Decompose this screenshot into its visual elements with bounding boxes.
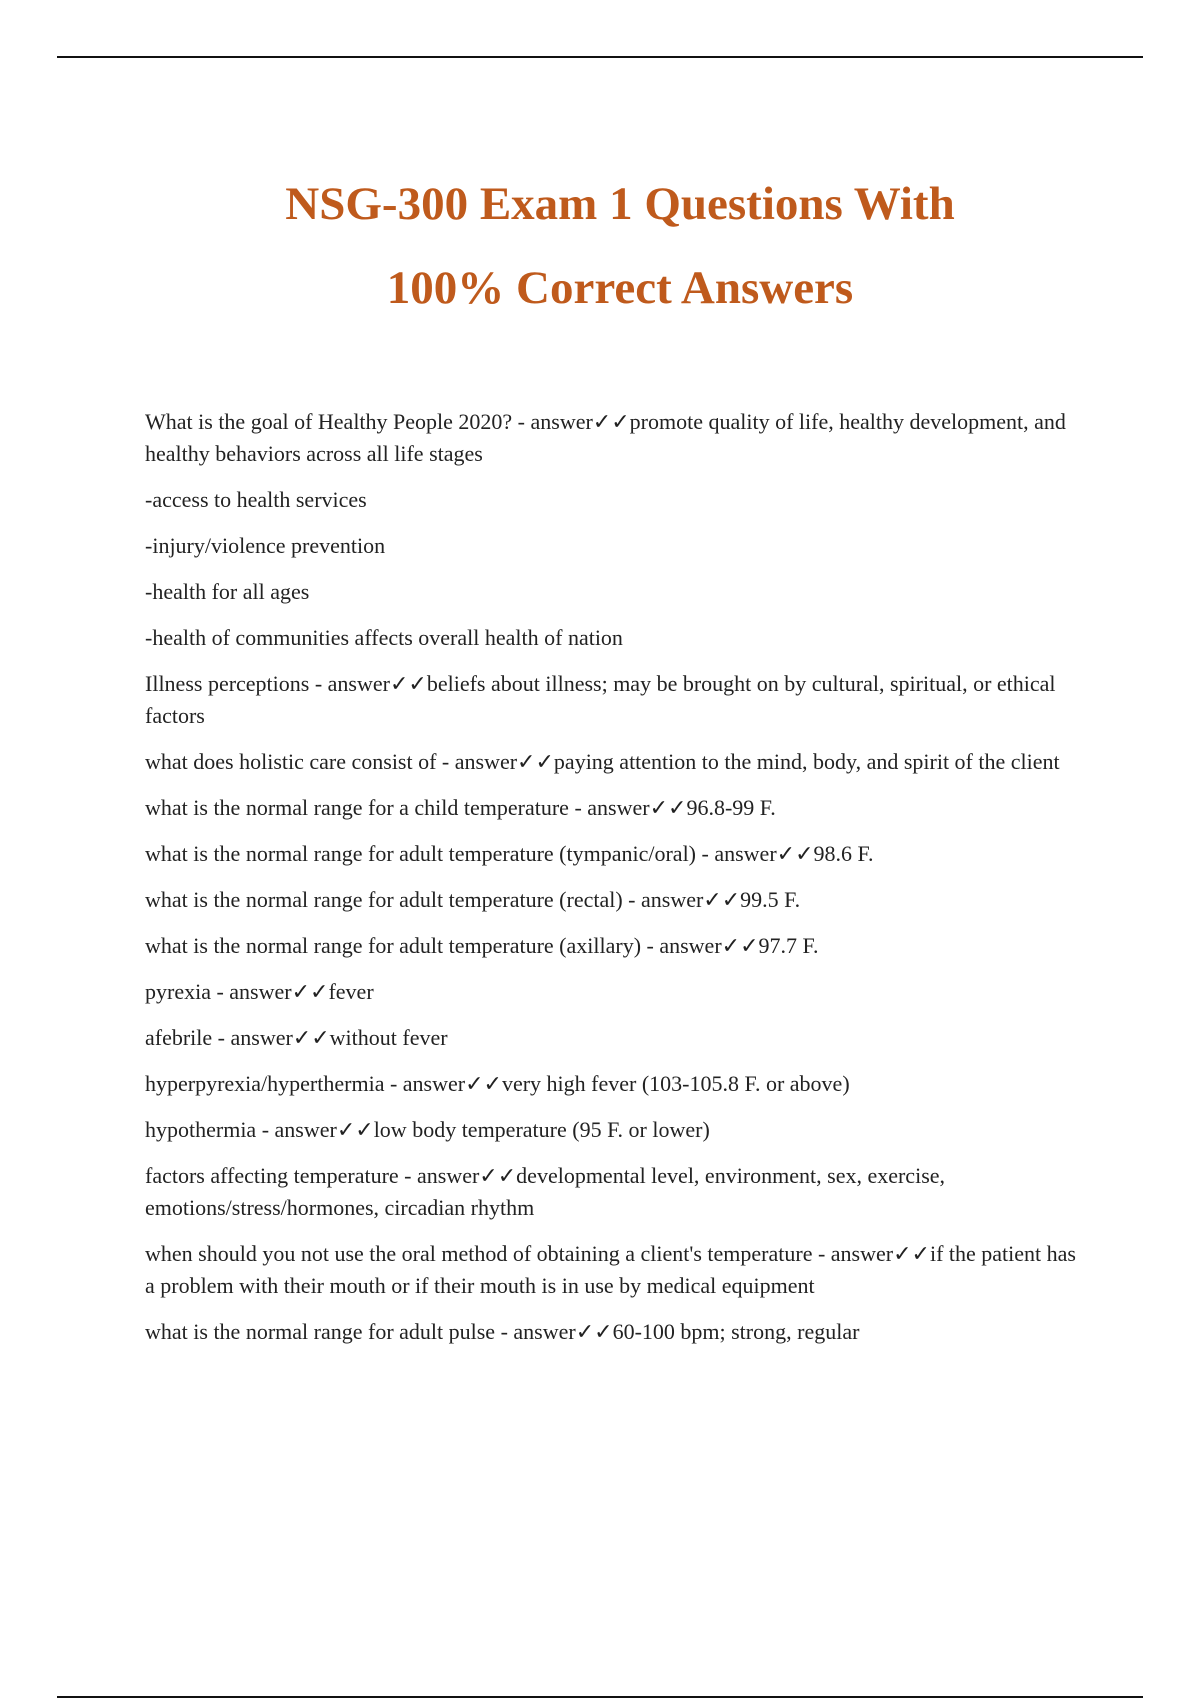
qa-entry: -health of communities affects overall health of nation (145, 625, 623, 650)
qa-entry: Illness perceptions - answer✓✓beliefs about illness; may be brought on by cultural, spiritual, or ethical factors (145, 671, 1056, 728)
qa-entry: what is the normal range for adult temperature (rectal) - answer✓✓99.5 F. (145, 887, 801, 912)
qa-list (145, 406, 1085, 1362)
qa-entry: what is the normal range for adult pulse - answer✓✓60-100 bpm; strong, regular (145, 1319, 860, 1344)
qa-entry: afebrile - answer✓✓without fever (145, 1025, 448, 1050)
qa-entry: hyperpyrexia/hyperthermia - answer✓✓very high fever (103-105.8 F. or above) (145, 1071, 850, 1096)
document-title (120, 162, 1120, 330)
top-rule (57, 56, 1143, 58)
qa-entry: what does holistic care consist of - answer✓✓paying attention to the mind, body, and spirit of the client (145, 749, 1060, 774)
qa-entry: what is the normal range for adult temperature (axillary) - answer✓✓97.7 F. (145, 933, 819, 958)
qa-entry: hypothermia - answer✓✓low body temperature (95 F. or lower) (145, 1117, 710, 1142)
qa-entry: what is the normal range for adult temperature (tympanic/oral) - answer✓✓98.6 F. (145, 841, 874, 866)
qa-entry: when should you not use the oral method of obtaining a client's temperature - answer✓✓if the patient has a problem with their mouth or if their mouth is in use by medical equipment (145, 1241, 1076, 1298)
title-line-1: NSG-300 Exam 1 Questions With (285, 178, 955, 230)
qa-entry: -health for all ages (145, 579, 310, 604)
bottom-rule (57, 1696, 1143, 1698)
qa-entry: pyrexia - answer✓✓fever (145, 979, 374, 1004)
qa-entry: what is the normal range for a child temperature - answer✓✓96.8-99 F. (145, 795, 776, 820)
title-line-2: 100% Correct Answers (386, 262, 854, 314)
qa-entry: -injury/violence prevention (145, 533, 386, 558)
qa-entry: factors affecting temperature - answer✓✓developmental level, environment, sex, exercise, emotions/stress/hormones, circadian rhythm (145, 1163, 946, 1220)
qa-entry: -access to health services (145, 487, 367, 512)
qa-entry: What is the goal of Healthy People 2020? - answer✓✓promote quality of life, healthy development, and healthy behaviors across all life stages (145, 409, 1066, 466)
